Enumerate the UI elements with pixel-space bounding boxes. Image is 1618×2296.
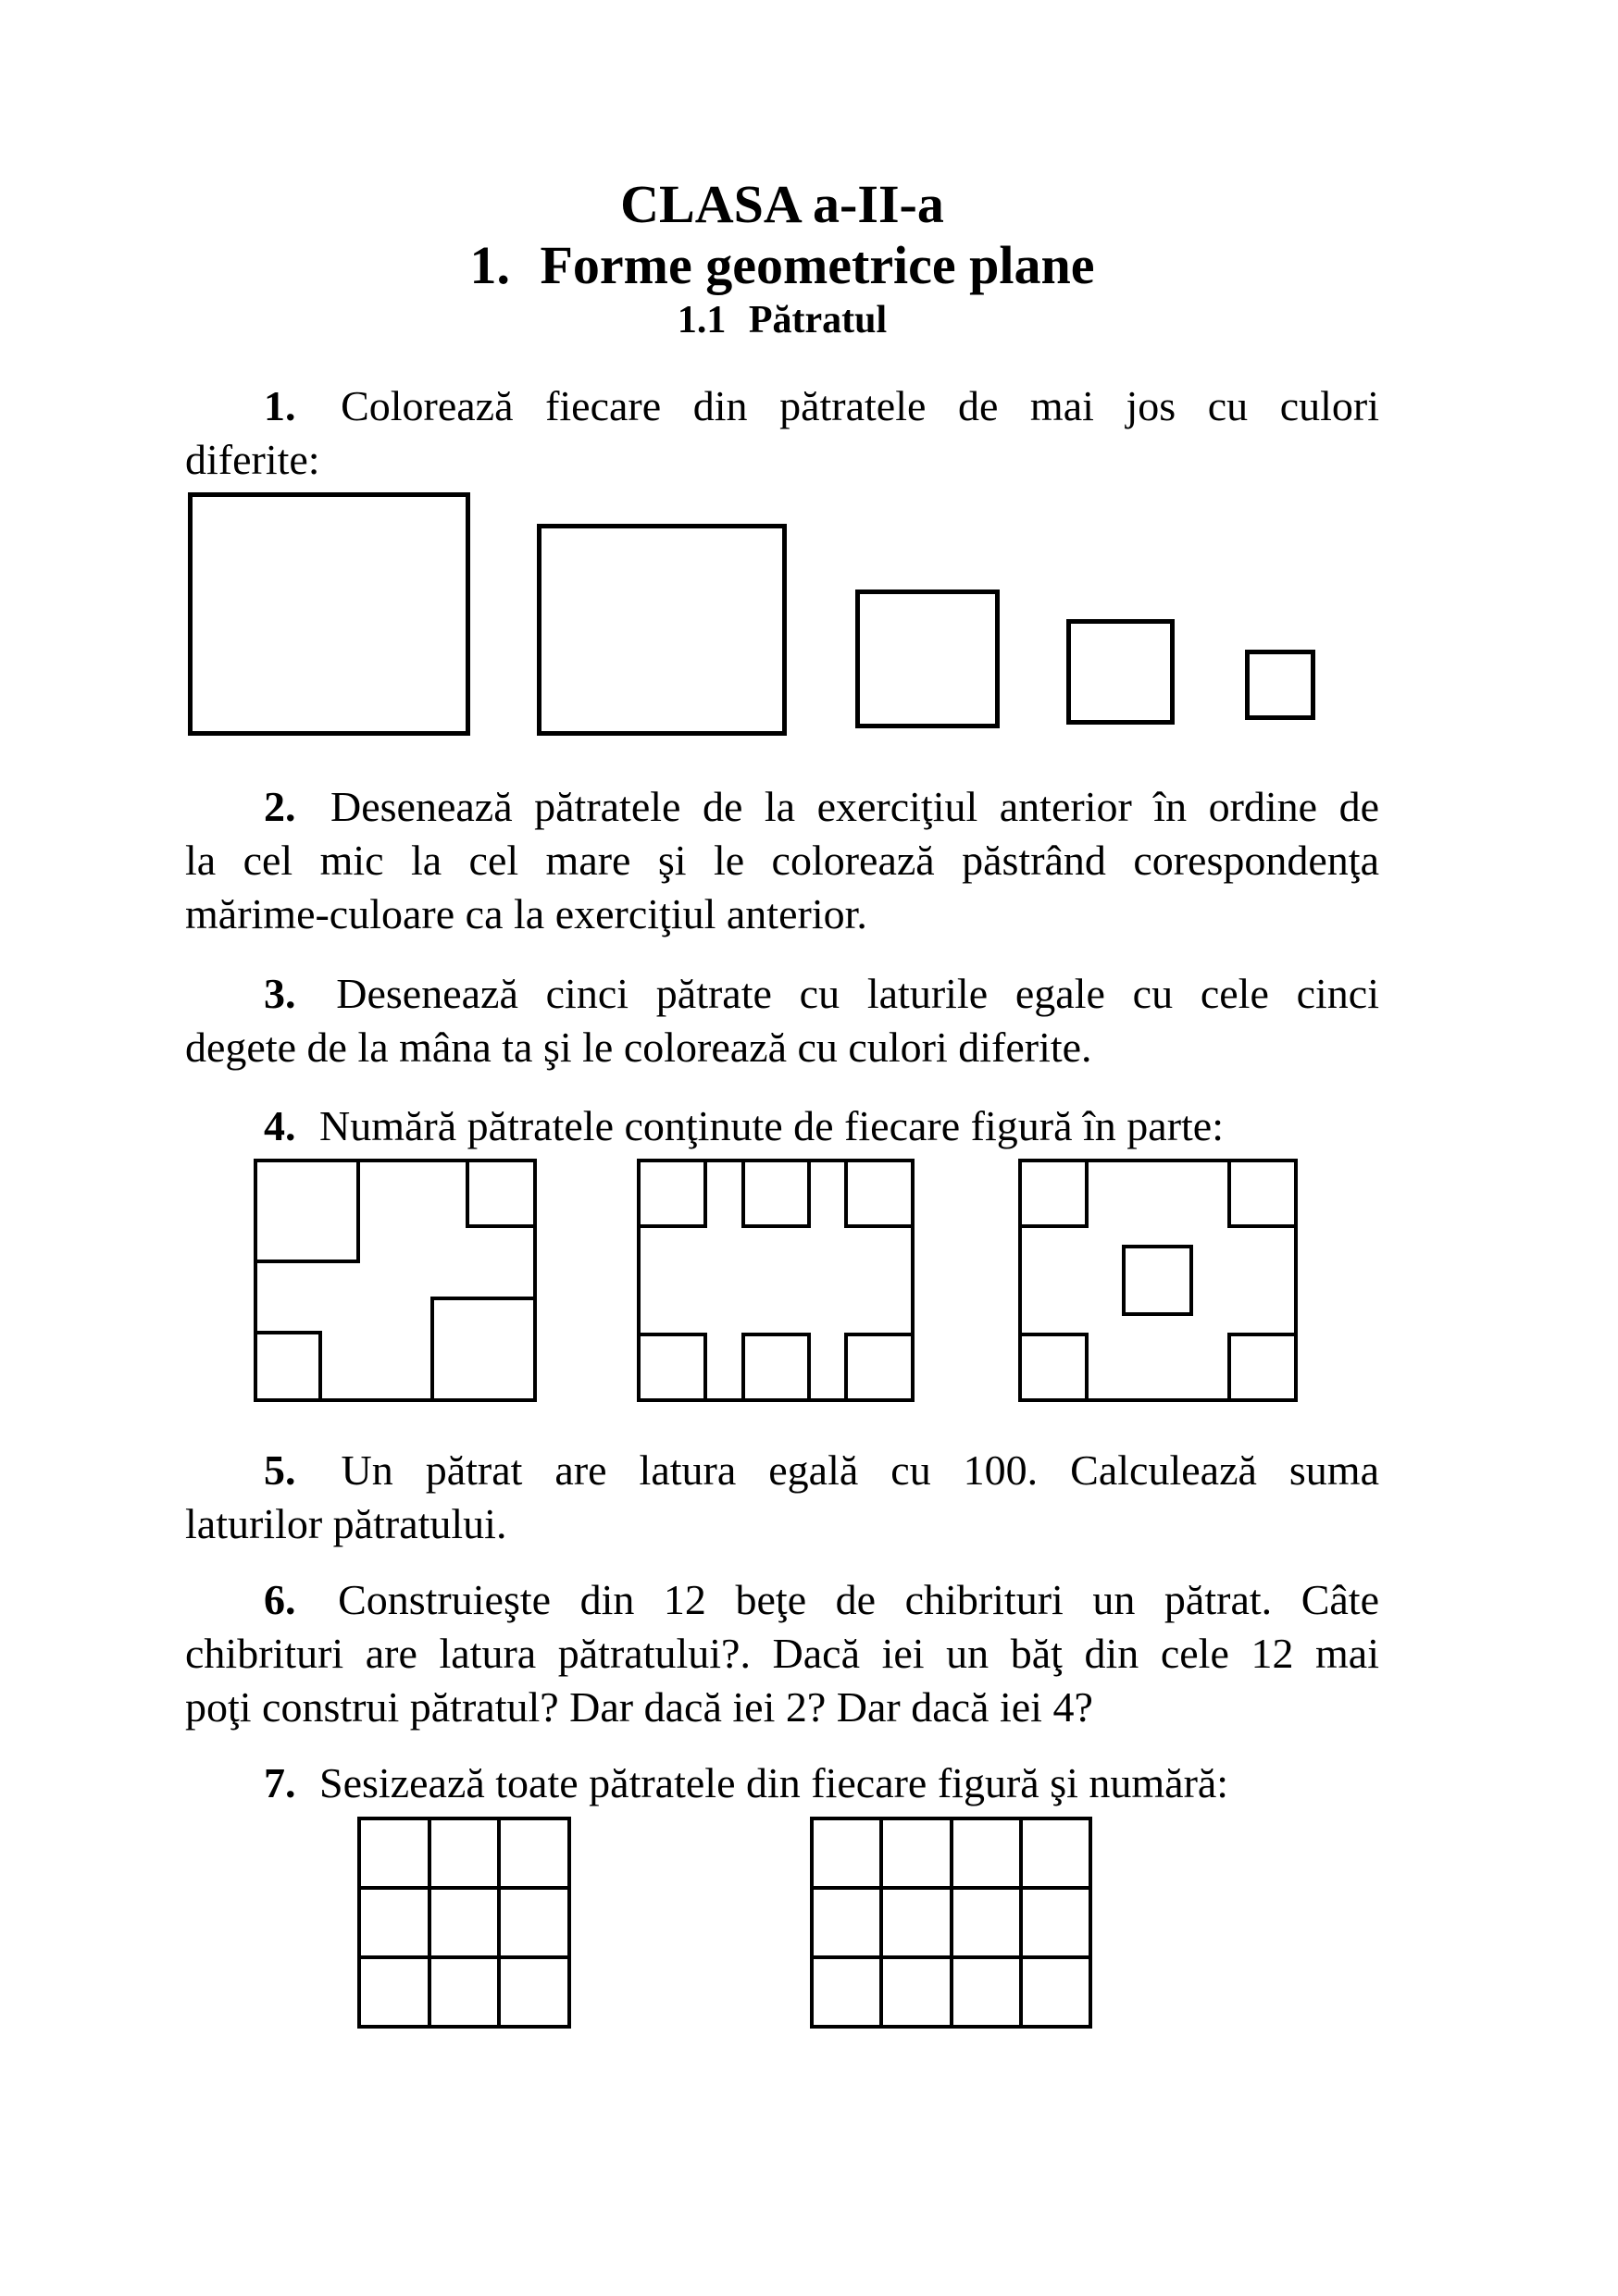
exercise-6-text: Construieşte din 12 beţe de chibrituri un pătrat. Câte — [338, 1576, 1379, 1623]
exercise-7-paragraph — [185, 1756, 1379, 1810]
exercise-4-number: 4. — [264, 1102, 296, 1149]
grid-cell — [1023, 1959, 1089, 2025]
exercise-1-paragraph — [185, 379, 1379, 487]
exercise-5-text: Un pătrat are latura egală cu 100. Calculează suma — [341, 1446, 1380, 1494]
square-small-4 — [1066, 619, 1175, 725]
exercise-1-number: 1. — [264, 382, 296, 429]
exercise-3-line-1 — [185, 967, 1379, 1021]
exercise-1-line-1 — [185, 379, 1379, 433]
square-large-1 — [188, 492, 470, 736]
figure-2-bottom-right-square — [844, 1333, 911, 1398]
exercise-4-paragraph — [185, 1099, 1379, 1153]
figure-3-bottom-left-square — [1022, 1333, 1089, 1398]
exercise-3-line-2: degete de la mâna ta şi le colorează cu culori diferite. — [185, 1024, 1092, 1071]
exercise-7-line-1 — [185, 1756, 1379, 1810]
grid-cell — [361, 1890, 428, 1955]
square-medium-3 — [855, 590, 1000, 728]
grid-4x3 — [810, 1817, 1092, 2029]
exercise-1-text: Colorează fiecare din pătratele de mai jos cu culori — [341, 382, 1379, 429]
exercise-2-line-1 — [185, 780, 1379, 834]
figure-3-top-right-square — [1227, 1162, 1294, 1228]
figure-2-bottom-middle-square — [741, 1333, 811, 1398]
subsection-title — [185, 296, 1379, 344]
page-title-text: CLASA a-II-a — [620, 174, 944, 234]
grid-cell — [814, 1890, 879, 1955]
exercise-2-paragraph — [185, 780, 1379, 941]
page-title — [185, 174, 1379, 235]
exercise-6-number: 6. — [264, 1576, 296, 1623]
grid-cell — [501, 1959, 567, 2025]
exercise-2-line-2: la cel mic la cel mare şi le colorează păstrând corespondenţa — [185, 837, 1379, 884]
grid-cell — [883, 1890, 949, 1955]
exercise-3-paragraph — [185, 967, 1379, 1074]
exercise-2-text: Desenează pătratele de la exerciţiul anterior în ordine de — [330, 783, 1379, 830]
grid-cell — [953, 1959, 1019, 2025]
grid-cell — [501, 1820, 567, 1886]
grid-cell — [501, 1890, 567, 1955]
section-title — [185, 235, 1379, 296]
grid-cell — [883, 1959, 949, 2025]
figure-3 — [1018, 1159, 1298, 1402]
figure-2-top-right-square — [844, 1162, 911, 1228]
figure-2-top-left-square — [641, 1162, 707, 1228]
figure-1-bottom-left-square — [257, 1331, 322, 1398]
exercise-3-text: Desenează cinci pătrate cu laturile egale cu cele cinci — [336, 970, 1380, 1017]
subsection-title-text: Pătratul — [748, 299, 888, 341]
figure-1 — [254, 1159, 537, 1402]
grid-cell — [431, 1890, 498, 1955]
figure-2-top-middle-square — [741, 1162, 811, 1228]
grid-cell — [814, 1959, 879, 2025]
exercise-6-line-2: chibrituri are latura pătratului?. Dacă iei un băţ din cele 12 mai — [185, 1630, 1379, 1677]
figure-3-bottom-right-square — [1227, 1333, 1294, 1398]
grid-cell — [431, 1820, 498, 1886]
exercise-6-line-3: poţi construi pătratul? Dar dacă iei 2? Dar dacă iei 4? — [185, 1683, 1093, 1731]
figure-2-bottom-left-square — [641, 1333, 707, 1398]
exercise-5-paragraph — [185, 1444, 1379, 1551]
figure-1-top-right-square — [466, 1162, 533, 1228]
exercise-2-number: 2. — [264, 783, 296, 830]
figure-3-top-left-square — [1022, 1162, 1089, 1228]
exercise-6-line-1 — [185, 1573, 1379, 1627]
square-large-2 — [537, 524, 787, 736]
exercise-5-line-1 — [185, 1444, 1379, 1497]
figure-1-bottom-right-square — [430, 1297, 533, 1398]
square-small-5 — [1245, 650, 1315, 720]
exercise-6-paragraph — [185, 1573, 1379, 1734]
title-block — [185, 174, 1379, 344]
exercise-3-number: 3. — [264, 970, 296, 1017]
exercise-7-text: Sesizează toate pătratele din fiecare figură şi numără: — [319, 1759, 1229, 1806]
exercise-5-number: 5. — [264, 1446, 296, 1494]
figure-1-top-left-square — [257, 1162, 360, 1263]
grid-cell — [953, 1820, 1019, 1886]
subsection-number: 1.1 — [677, 299, 727, 341]
grid-cell — [953, 1890, 1019, 1955]
grid-cell — [1023, 1890, 1089, 1955]
figure-3-center-square — [1122, 1245, 1193, 1316]
section-title-text: Forme geometrice plane — [540, 235, 1095, 295]
exercise-4-text: Numără pătratele conţinute de fiecare figură în parte: — [319, 1102, 1224, 1149]
grid-cell — [814, 1820, 879, 1886]
grid-cell — [883, 1820, 949, 1886]
section-number: 1. — [469, 235, 510, 295]
exercise-4-line-1 — [185, 1099, 1379, 1153]
figure-2 — [637, 1159, 915, 1402]
grid-cell — [361, 1820, 428, 1886]
exercise-2-line-3: mărime-culoare ca la exerciţiul anterior. — [185, 890, 867, 937]
grid-cell — [431, 1959, 498, 2025]
grid-cell — [361, 1959, 428, 2025]
exercise-1-line-2: diferite: — [185, 436, 320, 483]
grid-cell — [1023, 1820, 1089, 1886]
grid-3x3 — [357, 1817, 571, 2029]
exercise-7-number: 7. — [264, 1759, 296, 1806]
exercise-5-line-2: laturilor pătratului. — [185, 1500, 507, 1547]
